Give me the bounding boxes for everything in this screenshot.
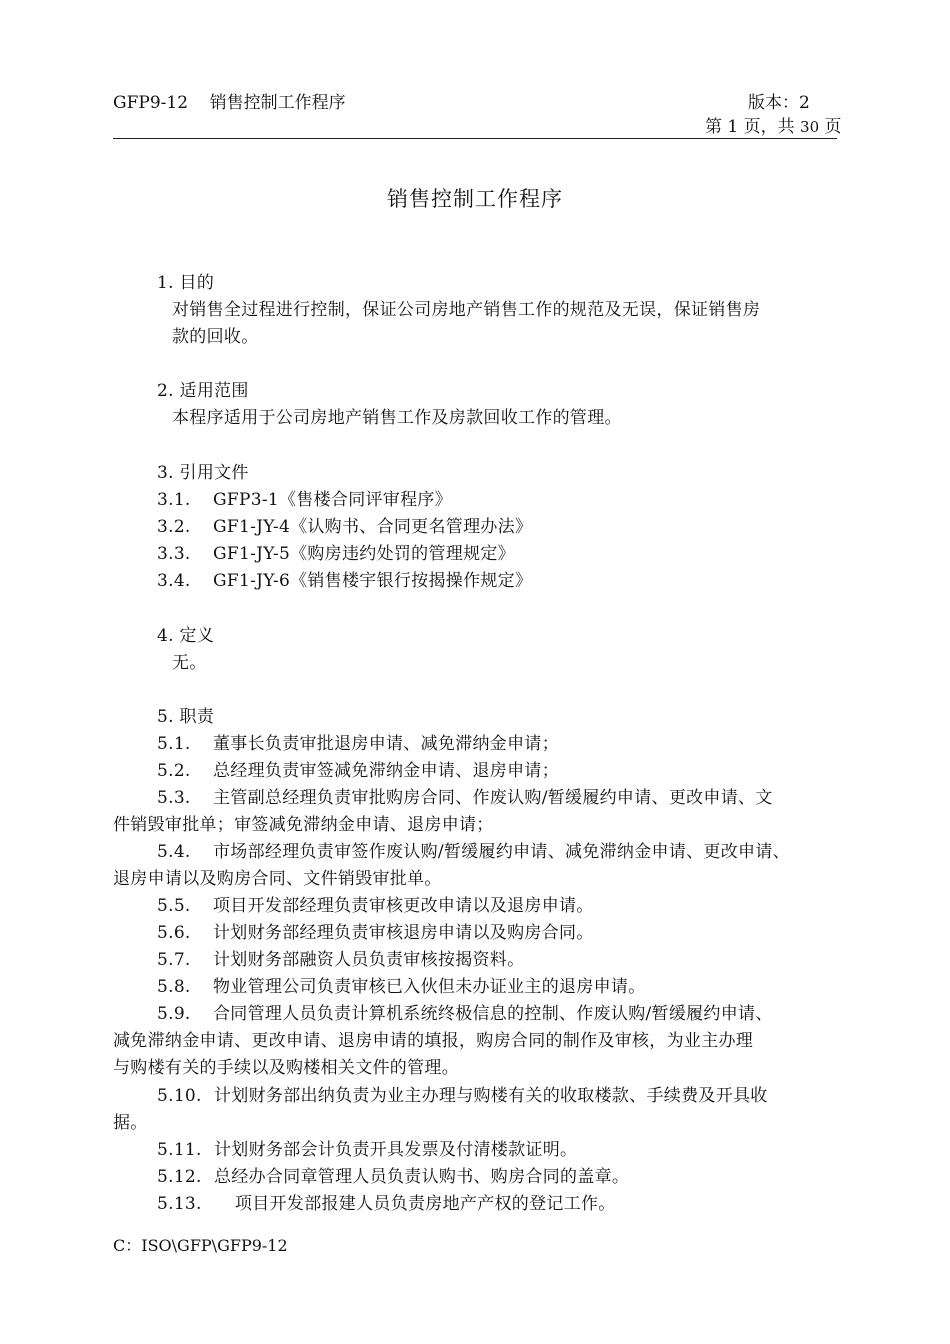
duty-item-continuation: 据。 xyxy=(113,1113,148,1133)
section-4-text: 无。 xyxy=(172,653,207,673)
duty-item: 5.1. 董事长负责审批退房申请、减免滞纳金申请； xyxy=(157,734,559,754)
section-1-text-line1: 对销售全过程进行控制，保证公司房地产销售工作的规范及无误，保证销售房 xyxy=(172,300,761,320)
duty-item: 5.11. 计划财务部会计负责开具发票及付清楼款证明。 xyxy=(157,1140,578,1160)
reference-item: 3.2. GF1-JY-4《认购书、合同更名管理办法》 xyxy=(157,517,533,537)
duty-item: 5.13. 项目开发部报建人员负责房地产产权的登记工作。 xyxy=(157,1194,616,1214)
reference-item: 3.3. GF1-JY-5《购房违约处罚的管理规定》 xyxy=(157,544,515,564)
duty-item-continuation: 退房申请以及购房合同、文件销毁审批单。 xyxy=(113,869,442,889)
header-page-info: 第 1 页，共 30 页 xyxy=(705,117,842,137)
section-4-heading: 4. 定义 xyxy=(157,626,215,646)
duty-item: 5.6. 计划财务部经理负责审核退房申请以及购房合同。 xyxy=(157,923,594,943)
duty-item: 5.2. 总经理负责审签减免滞纳金申请、退房申请； xyxy=(157,761,559,781)
header-doc-code: GFP9-12 销售控制工作程序 xyxy=(113,93,346,113)
duty-item-continuation: 与购楼有关的手续以及购楼相关文件的管理。 xyxy=(113,1058,459,1078)
duty-item: 5.5. 项目开发部经理负责审核更改申请以及退房申请。 xyxy=(157,896,594,916)
duty-item-continuation: 件销毁审批单；审签减免滞纳金申请、退房申请； xyxy=(113,815,494,835)
duty-item: 5.9. 合同管理人员负责计算机系统终极信息的控制、作废认购/暂缓履约申请、 xyxy=(157,1004,773,1024)
header-version: 版本：2 xyxy=(748,93,810,113)
document-title: 销售控制工作程序 xyxy=(387,187,563,211)
section-1-heading: 1. 目的 xyxy=(157,273,215,293)
duty-item: 5.3. 主管副总经理负责审批购房合同、作废认购/暂缓履约申请、更改申请、文 xyxy=(157,788,773,808)
header-doc-title: 销售控制工作程序 xyxy=(209,93,346,113)
duty-item: 5.4. 市场部经理负责审签作废认购/暂缓履约申请、减免滞纳金申请、更改申请、 xyxy=(157,842,790,862)
duty-item: 5.10. 计划财务部出纳负责为业主办理与购楼有关的收取楼款、手续费及开具收 xyxy=(157,1086,768,1106)
footer-file-path: C：ISO\GFP\GFP9-12 xyxy=(113,1236,288,1255)
section-3-heading: 3. 引用文件 xyxy=(157,463,249,483)
section-2-text: 本程序适用于公司房地产销售工作及房款回收工作的管理。 xyxy=(172,408,622,428)
section-5-heading: 5. 职责 xyxy=(157,707,215,727)
header-rule xyxy=(113,138,837,139)
duty-item: 5.7. 计划财务部融资人员负责审核按揭资料。 xyxy=(157,950,525,970)
section-2-heading: 2. 适用范围 xyxy=(157,381,249,401)
section-1-text-line2: 款的回收。 xyxy=(172,327,259,347)
duty-item: 5.12. 总经办合同章管理人员负责认购书、购房合同的盖章。 xyxy=(157,1167,630,1187)
duty-item-continuation: 减免滞纳金申请、更改申请、退房申请的填报，购房合同的制作及审核，为业主办理 xyxy=(113,1031,754,1051)
reference-item: 3.4. GF1-JY-6《销售楼宇银行按揭操作规定》 xyxy=(157,571,533,591)
reference-item: 3.1. GFP3-1《售楼合同评审程序》 xyxy=(157,490,452,510)
duty-item: 5.8. 物业管理公司负责审核已入伙但未办证业主的退房申请。 xyxy=(157,977,646,997)
